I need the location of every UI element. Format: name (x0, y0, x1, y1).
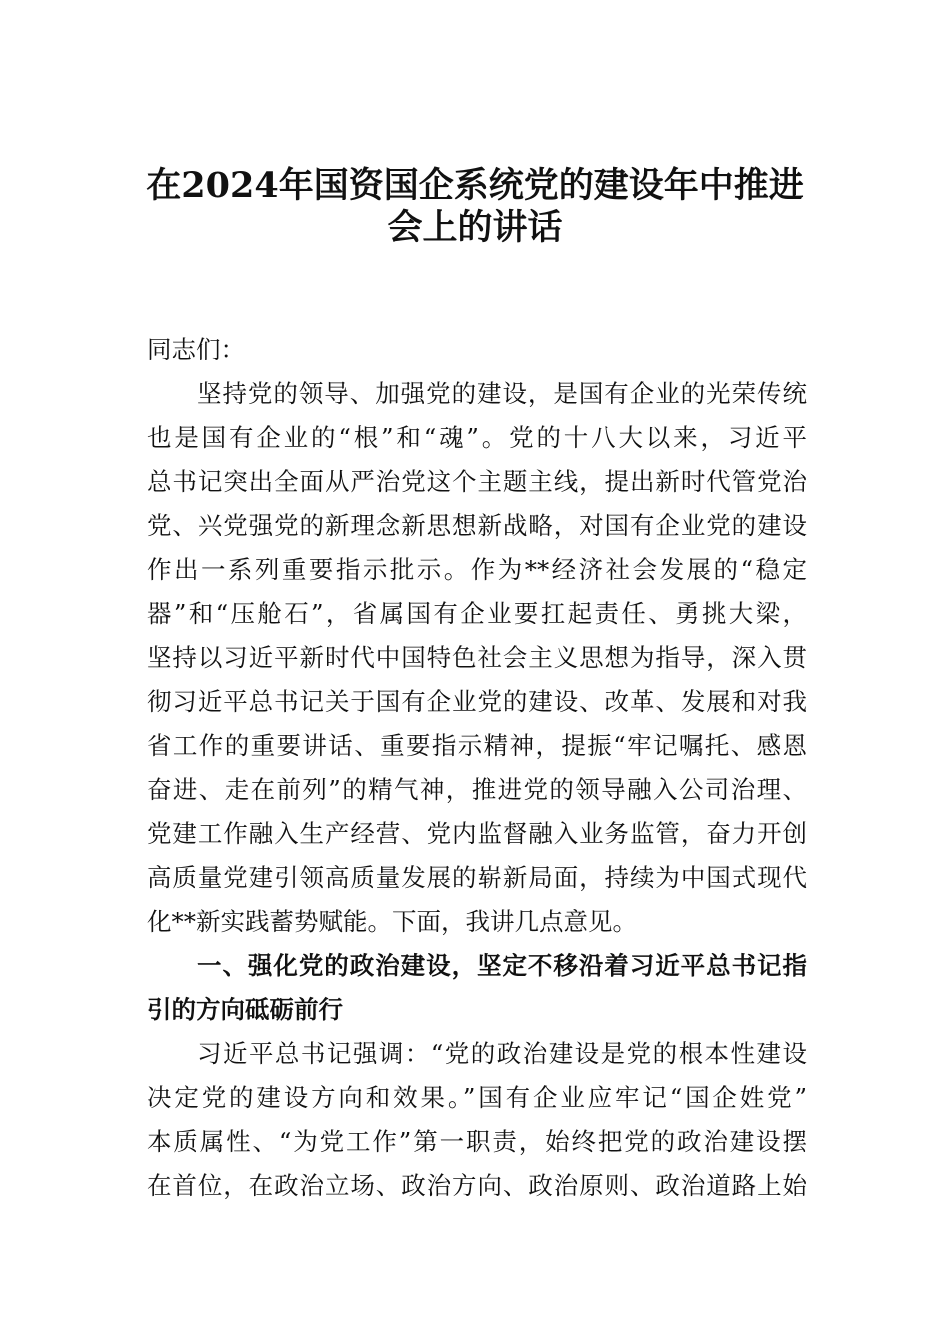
paragraph-1-line-3: 总书记突出全面从严治党这个主题主线，提出新时代管党治 (147, 467, 807, 496)
paragraph-2-line-1: 习近平总书记强调：“党的政治建设是党的根本性建设 (197, 1039, 807, 1068)
paragraph-2-line-3: 本质属性、“为党工作”第一职责，始终把党的政治建设摆 (147, 1127, 807, 1156)
section-heading-1-line-2: 引的方向砥砺前行 (147, 995, 343, 1024)
paragraph-1-line-12: 高质量党建引领高质量发展的崭新局面，持续为中国式现代 (147, 863, 807, 892)
paragraph-2-line-4: 在首位，在政治立场、政治方向、政治原则、政治道路上始 (147, 1171, 807, 1200)
paragraph-1-line-7: 坚持以习近平新时代中国特色社会主义思想为指导，深入贯 (147, 643, 807, 672)
paragraph-1-line-9: 省工作的重要讲话、重要指示精神，提振“牢记嘱托、感恩 (147, 731, 807, 760)
paragraph-2-line-2: 决定党的建设方向和效果。”国有企业应牢记“国企姓党” (147, 1083, 807, 1112)
salutation: 同志们： (147, 335, 245, 364)
paragraph-1-line-4: 党、兴党强党的新理念新思想新战略，对国有企业党的建设 (147, 511, 807, 540)
paragraph-1-line-8: 彻习近平总书记关于国有企业党的建设、改革、发展和对我 (147, 687, 807, 716)
paragraph-1-line-13: 化**新实践蓄势赋能。下面，我讲几点意见。 (147, 907, 637, 936)
paragraph-1-line-11: 党建工作融入生产经营、党内监督融入业务监管，奋力开创 (147, 819, 807, 848)
paragraph-1-line-1: 坚持党的领导、加强党的建设，是国有企业的光荣传统 (197, 379, 807, 408)
document-title-line-2: 会上的讲话 (387, 207, 563, 248)
section-heading-1-line-1: 一、强化党的政治建设，坚定不移沿着习近平总书记指 (197, 951, 807, 980)
document-title-line-1: 在2024年国资国企系统党的建设年中推进 (146, 165, 804, 206)
paragraph-1-line-2: 也是国有企业的“根”和“魂”。党的十八大以来，习近平 (147, 423, 807, 452)
paragraph-1-line-10: 奋进、走在前列”的精气神，推进党的领导融入公司治理、 (147, 775, 807, 804)
paragraph-1-line-6: 器”和“压舱石”，省属国有企业要扛起责任、勇挑大梁， (147, 599, 807, 628)
paragraph-1-line-5: 作出一系列重要指示批示。作为**经济社会发展的“稳定 (147, 555, 807, 584)
